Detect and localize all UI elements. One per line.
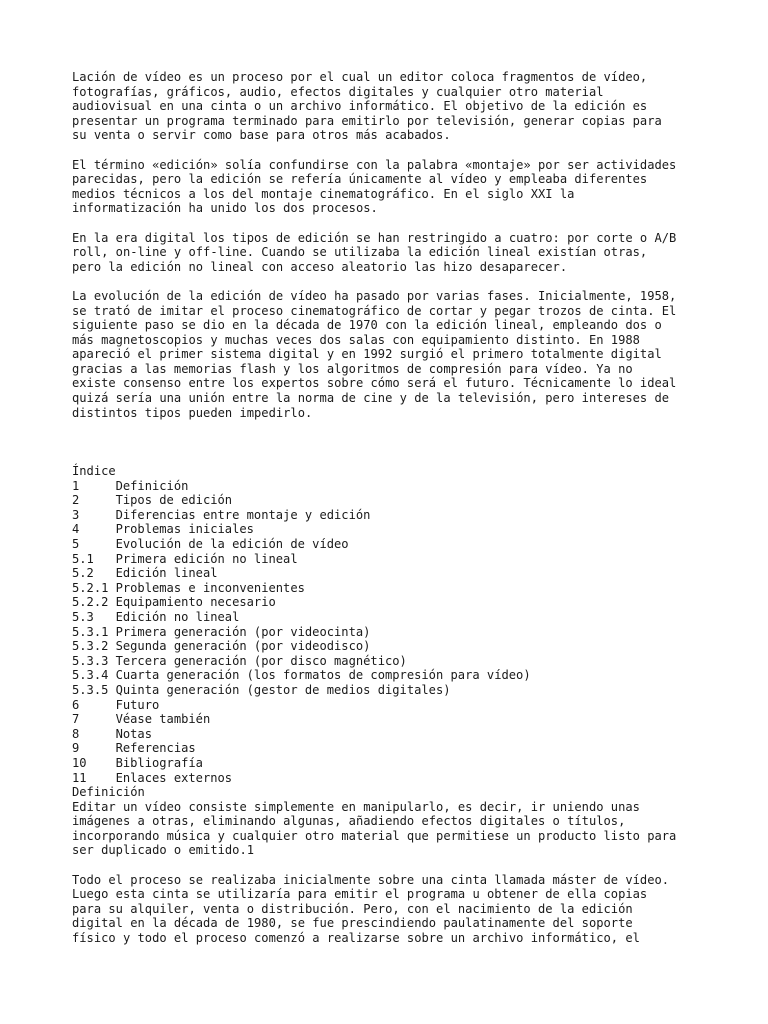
toc-item-number: 5.3.1 — [72, 624, 109, 639]
intro-paragraph-3: En la era digital los tipos de edición se han restringido a cuatro: por corte o A/B roll, on-line y off-line. Cuando se utilizaba la edición lineal existían otras, pero la edición no lineal con acceso aleatorio las hizo desaparecer. — [72, 230, 677, 274]
toc-item[interactable] — [72, 595, 712, 610]
toc-item[interactable] — [72, 552, 712, 567]
toc-item-title: Bibliografía — [115, 755, 203, 770]
toc-item-number: 5.1 — [72, 551, 94, 566]
toc-item-number: 5.3.4 — [72, 668, 109, 683]
toc-item[interactable] — [72, 712, 712, 727]
toc-item-number: 8 — [72, 726, 80, 741]
toc-item-number: 4 — [72, 522, 80, 537]
toc-item-title: Enlaces externos — [115, 770, 233, 785]
toc-item[interactable] — [72, 639, 712, 654]
toc-item-title: Tercera generación (por disco magnético) — [115, 653, 407, 668]
toc-item[interactable] — [72, 479, 712, 494]
toc-item-number: 9 — [72, 741, 80, 756]
toc-item-title: Véase también — [115, 712, 211, 727]
toc-item[interactable] — [72, 537, 712, 552]
toc-item[interactable] — [72, 610, 712, 625]
intro-paragraph-4: La evolución de la edición de vídeo ha pasado por varias fases. Inicialmente, 1958, se trató de imitar el proceso cinematográfico de cortar y pegar trozos de cinta. El siguiente paso se dio en la década de 1970 con la edición lineal, empleando dos o más magnetoscopios y muchas veces dos salas con equipamiento distinto. En 1988 apareció el primer sistema digital y en 1992 surgió el primero totalmente digital gracias a las memorias flash y los algoritmos de compresión para vídeo. Ya no existe consenso entre los expertos sobre cómo será el futuro. Técnicamente lo ideal quizá sería una unión entre la norma de cine y de la televisión, pero intereses de distintos tipos pueden impedirlo. — [72, 288, 677, 420]
definition-heading: Definición — [72, 785, 145, 800]
toc-item-title: Evolución de la edición de vídeo — [115, 537, 349, 551]
definition-paragraph-1: Editar un vídeo consiste simplemente en manipularlo, es decir, ir uniendo unas imágenes a otras, eliminando algunas, añadiendo efectos digitales o títulos, incorporando música y cualquier otro material que permitiese un producto listo para ser duplicado o emitido.1 — [72, 799, 677, 858]
toc-item[interactable] — [72, 625, 712, 640]
toc-item-number: 5 — [72, 537, 80, 551]
toc-item-number: 5.2 — [72, 566, 94, 581]
toc-item[interactable] — [72, 771, 712, 786]
toc-item[interactable] — [72, 727, 712, 742]
toc-item-number: 5.2.1 — [72, 580, 109, 595]
toc-item-title: Notas — [115, 726, 152, 741]
definition-paragraph-2: Todo el proceso se realizaba inicialmente sobre una cinta llamada máster de vídeo. Luego esta cinta se utilizaría para emitir el programa u obtener de ella copias para su alquiler, venta o distribución. Pero, con el nacimiento de la edición digital en la década de 1980, se fue prescindiendo paulatinamente del soporte físico y todo el proceso comenzó a realizarse sobre un archivo informático, el — [72, 872, 670, 946]
toc-item-title: Problemas iniciales — [115, 522, 254, 537]
toc-item-number: 5.3.3 — [72, 653, 109, 668]
toc-item[interactable] — [72, 683, 712, 698]
toc-item-title: Edición lineal — [115, 566, 218, 581]
toc-item-title: Segunda generación (por videodisco) — [115, 639, 371, 654]
toc-item[interactable] — [72, 522, 712, 537]
toc-item-number: 6 — [72, 697, 80, 712]
intro-paragraph-2: El término «edición» solía confundirse con la palabra «montaje» por ser actividades parecidas, pero la edición se refería únicamente al vídeo y empleaba diferentes medios técnicos a los del montaje cinematográfico. En el siglo XXI la informatización ha unido los dos procesos. — [72, 157, 677, 216]
spacer — [72, 435, 712, 464]
toc-item[interactable] — [72, 698, 712, 713]
table-of-contents — [72, 464, 712, 785]
toc-item[interactable] — [72, 566, 712, 581]
toc-heading: Índice — [72, 464, 116, 479]
toc-item-number: 5.3 — [72, 609, 94, 624]
toc-item-title: Primera edición no lineal — [115, 551, 298, 566]
toc-item[interactable] — [72, 654, 712, 669]
toc-item-number: 5.3.5 — [72, 682, 109, 697]
toc-item-title: Futuro — [115, 697, 160, 712]
toc-item-number: 5.2.2 — [72, 595, 109, 610]
document-page — [72, 70, 712, 960]
toc-item[interactable] — [72, 508, 712, 523]
toc-item-title: Primera generación (por videocinta) — [115, 624, 371, 639]
toc-item-number: 3 — [72, 507, 80, 522]
toc-item-title: Cuarta generación (los formatos de compresión para vídeo) — [115, 668, 531, 683]
toc-item-number: 5.3.2 — [72, 639, 109, 654]
definition-section — [72, 785, 712, 946]
toc-item-title: Equipamiento necesario — [115, 595, 276, 610]
toc-item[interactable] — [72, 741, 712, 756]
toc-item-title: Definición — [115, 478, 189, 493]
intro-paragraph-1: Lación de vídeo es un proceso por el cual un editor coloca fragmentos de vídeo, fotografías, gráficos, audio, efectos digitales y cualquier otro material audiovisual en una cinta o un archivo informático. El objetivo de la edición es presentar un programa terminado para emitirlo por televisión, generar copias para su venta o servir como base para otros más acabados. — [72, 70, 662, 143]
toc-item-number: 7 — [72, 712, 80, 727]
toc-list — [72, 479, 712, 785]
toc-item-number: 2 — [72, 493, 80, 508]
toc-item-title: Tipos de edición — [115, 493, 233, 508]
toc-item-number: 10 — [72, 755, 87, 770]
toc-item[interactable] — [72, 756, 712, 771]
toc-item-title: Edición no lineal — [115, 609, 240, 624]
toc-item-number: 11 — [72, 770, 87, 785]
toc-item[interactable] — [72, 581, 712, 596]
toc-item-title: Quinta generación (gestor de medios digitales) — [115, 682, 451, 697]
toc-item-title: Problemas e inconvenientes — [115, 580, 305, 595]
toc-item-title: Diferencias entre montaje y edición — [115, 507, 371, 522]
toc-item[interactable] — [72, 493, 712, 508]
toc-item-title: Referencias — [115, 741, 196, 756]
toc-item[interactable] — [72, 668, 712, 683]
toc-item-number: 1 — [72, 478, 80, 493]
